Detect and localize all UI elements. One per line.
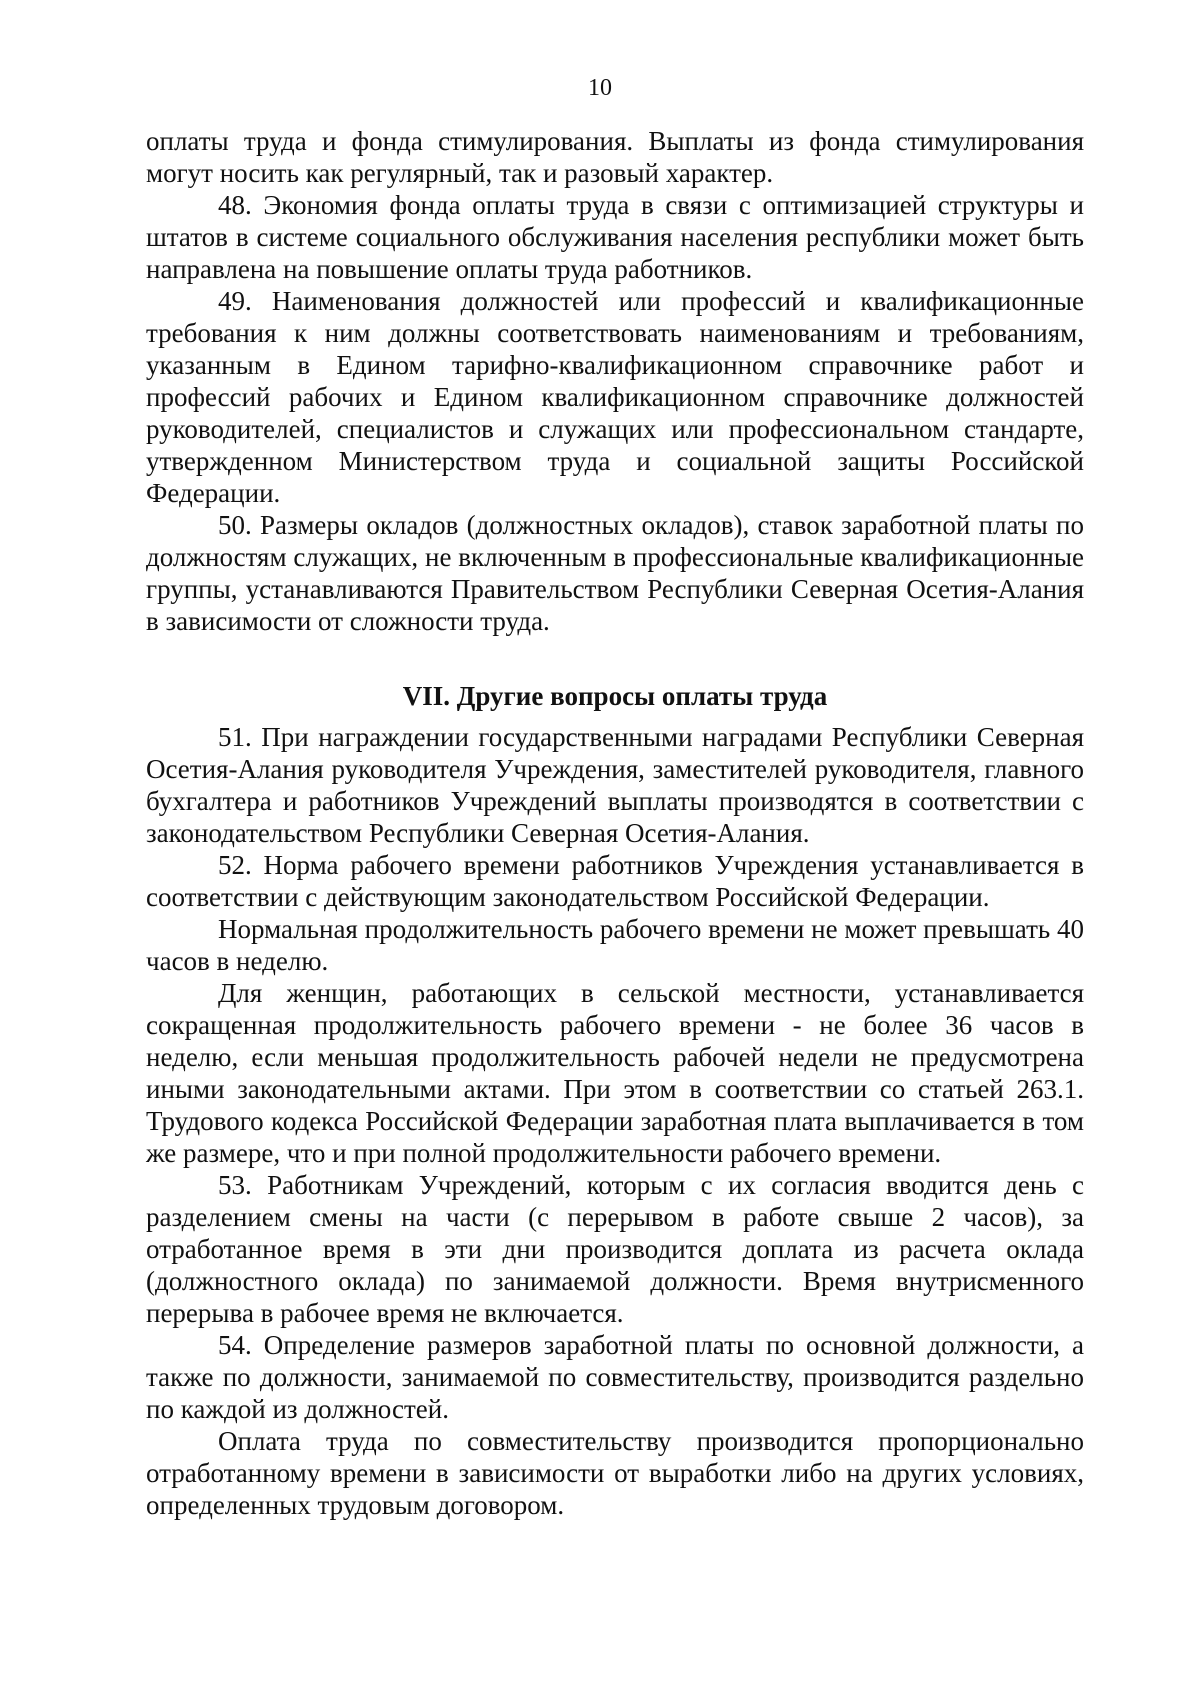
paragraph-52: 52. Норма рабочего времени работников Учреждения устанавливается в соответствии с действующим законодательством Российской Федерации. (146, 850, 1084, 912)
paragraph-52-normal-hours: Нормальная продолжительность рабочего времени не может превышать 40 часов в неделю. (146, 914, 1084, 976)
page-number: 10 (588, 75, 612, 101)
paragraph-54: 54. Определение размеров заработной платы по основной должности, а также по должности, занимаемой по совместительству, производится раздельно по каждой из должностей. (146, 1330, 1084, 1424)
section-heading: VII. Другие вопросы оплаты труда (402, 681, 828, 711)
paragraph-53: 53. Работникам Учреждений, которым с их согласия вводится день с разделением смены на части (с перерывом в работе свыше 2 часов), за отработанное время в эти дни производится доплата из расчета оклада (должностного оклада) по занимаемой должности. Время внутрисменного перерыва в рабочее время не включается. (146, 1170, 1084, 1328)
paragraph-48: 48. Экономия фонда оплаты труда в связи с оптимизацией структуры и штатов в системе социального обслуживания населения республики может быть направлена на повышение оплаты труда работников. (146, 190, 1084, 284)
paragraph-52-women-rural: Для женщин, работающих в сельской местности, устанавливается сокращенная продолжительность рабочего времени - не более 36 часов в неделю, если меньшая продолжительность рабочей недели не предусмотрена иными законодательными актами. При этом в соответствии со статьей 263.1. Трудового кодекса Российской Федерации заработная плата выплачивается в том же размере, что и при полной продолжительности рабочего времени. (146, 978, 1084, 1168)
document-body (146, 125, 1084, 1521)
paragraph-49: 49. Наименования должностей или профессий и квалификационные требования к ним должны соответствовать наименованиям и требованиям, указанным в Едином тарифно-квалификационном справочнике работ и профессий рабочих и Едином квалификационном справочнике должностей руководителей, специалистов и служащих или профессиональном стандарте, утвержденном Министерством труда и социальной защиты Российской Федерации. (146, 286, 1084, 508)
paragraph-54-part-time-pay: Оплата труда по совместительству производится пропорционально отработанному времени в зависимости от выработки либо на других условиях, определенных трудовым договором. (146, 1426, 1084, 1520)
paragraph-50: 50. Размеры окладов (должностных окладов), ставок заработной платы по должностям служащих, не включенным в профессиональные квалификационные группы, устанавливаются Правительством Республики Северная Осетия-Алания в зависимости от сложности труда. (146, 510, 1084, 636)
paragraph-51: 51. При награждении государственными наградами Республики Северная Осетия-Алания руководителя Учреждения, заместителей руководителя, главного бухгалтера и работников Учреждений выплаты производятся в соответствии с законодательством Республики Северная Осетия-Алания. (146, 722, 1084, 848)
paragraph-continuation: оплаты труда и фонда стимулирования. Выплаты из фонда стимулирования могут носить как регулярный, так и разовый характер. (146, 126, 1084, 188)
